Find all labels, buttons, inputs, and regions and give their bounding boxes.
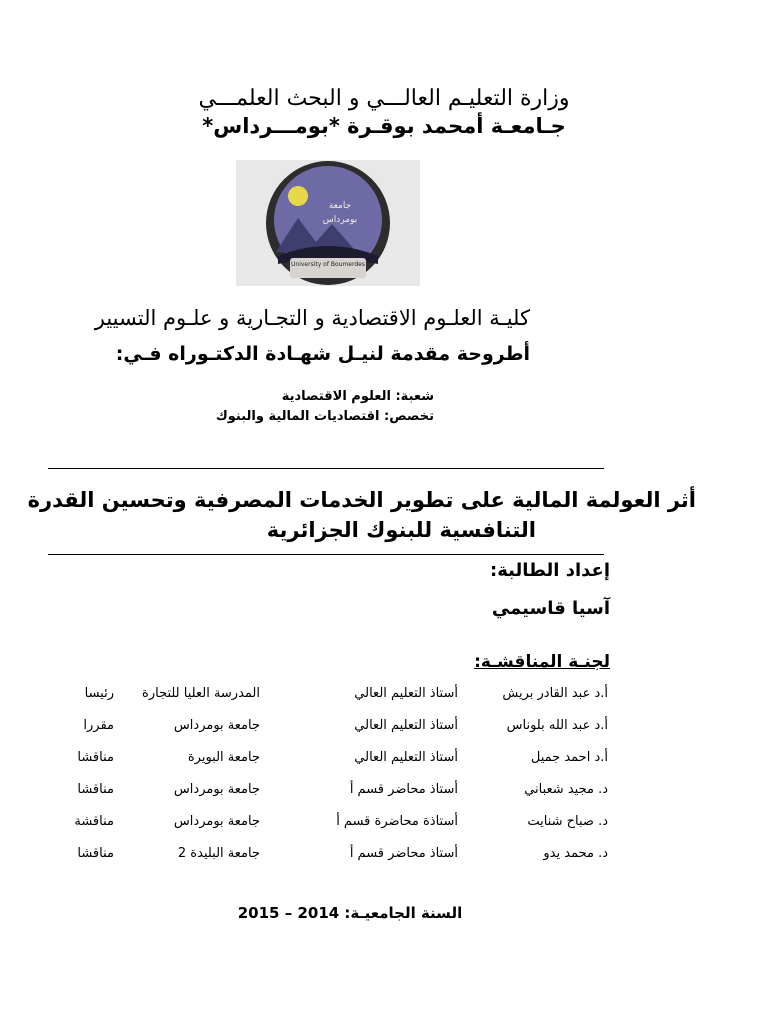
jury-member-name: أ.د عبد الله بلوناس — [506, 718, 608, 733]
jury-member-name: أ.د احمد جميل — [530, 750, 608, 765]
jury-heading: لجنـة المناقشـة: — [474, 652, 610, 672]
jury-member-rank: أستاذ التعليم العالي — [354, 718, 458, 733]
prepared-by-label: إعداد الطالبة: — [490, 560, 610, 581]
jury-member-institution: المدرسة العليا للتجارة — [142, 686, 260, 701]
thesis-line: أطروحة مقدمة لنيـل شهـادة الدكتـوراه فـي: — [115, 343, 530, 365]
faculty-name: كليـة العلـوم الاقتصادية و التجـارية و علـوم التسيير — [94, 306, 530, 330]
university-logo — [236, 160, 420, 286]
jury-member-rank: أستاذ محاضر قسم أ — [349, 782, 458, 797]
jury-row — [0, 782, 768, 806]
jury-member-institution: جامعة بومرداس — [173, 718, 260, 733]
university-heading: جـامعـة أمحمد بوقـرة *بومـــرداس* — [202, 114, 566, 138]
jury-member-institution: جامعة بومرداس — [173, 782, 260, 797]
student-name: آسيا قاسيمي — [491, 598, 610, 619]
jury-row — [0, 718, 768, 742]
divider-top — [48, 468, 604, 469]
jury-member-role: مناقشا — [77, 782, 114, 797]
jury-member-name: د. صباح شنايت — [527, 814, 608, 829]
jury-member-role: رئيسا — [84, 686, 114, 701]
jury-row — [0, 686, 768, 710]
jury-member-role: مناقشا — [77, 750, 114, 765]
jury-member-institution: جامعة البليدة 2 — [177, 846, 260, 861]
jury-row — [0, 750, 768, 774]
jury-member-institution: جامعة بومرداس — [173, 814, 260, 829]
divider-bottom — [48, 554, 604, 555]
jury-member-institution: جامعة البويرة — [187, 750, 260, 765]
branch-label: شعبة: العلوم الاقتصادية — [281, 389, 434, 404]
jury-member-rank: أستاذ التعليم العالي — [354, 686, 458, 701]
jury-member-name: أ.د عبد القادر بريش — [502, 686, 608, 701]
ministry-heading: وزارة التعليـم العالـــي و البحث العلمـــي — [198, 86, 570, 111]
jury-row — [0, 846, 768, 870]
jury-member-role: مناقشة — [74, 814, 114, 829]
specialty-label: تخصص: اقتصاديات المالية والبنوك — [215, 409, 434, 424]
jury-row — [0, 814, 768, 838]
academic-year: السنة الجامعيـة: 2014 – 2015 — [237, 904, 463, 922]
jury-member-rank: أستاذ التعليم العالي — [354, 750, 458, 765]
svg-text:جامعة: جامعة — [328, 201, 352, 211]
thesis-title-line1: أثر العولمة المالية على تطوير الخدمات المصرفية وتحسين القدرة — [27, 488, 696, 512]
jury-member-rank: أستاذ محاضر قسم أ — [349, 846, 458, 861]
jury-member-role: مناقشا — [77, 846, 114, 861]
thesis-title-line2: التنافسية للبنوك الجزائرية — [266, 518, 536, 542]
jury-member-role: مقررا — [83, 718, 114, 733]
jury-member-name: د. محمد يدو — [543, 846, 608, 861]
logo-emblem-icon — [236, 160, 420, 286]
jury-member-name: د. مجيد شعباني — [524, 782, 608, 797]
svg-text:University of Boumerdes: University of Boumerdes — [291, 261, 365, 268]
svg-text:بومرداس: بومرداس — [322, 215, 358, 225]
jury-member-rank: أستاذة محاضرة قسم أ — [336, 814, 458, 829]
